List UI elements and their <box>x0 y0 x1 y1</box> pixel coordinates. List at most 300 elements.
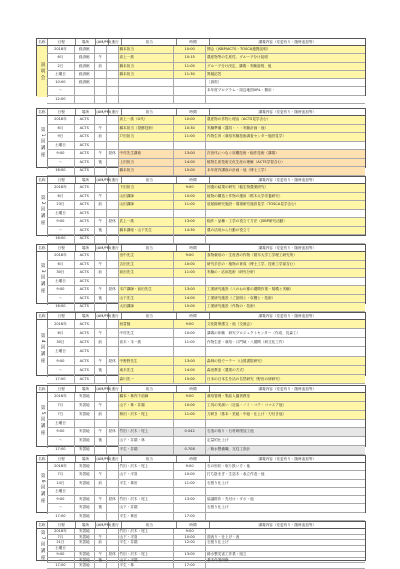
cell-c: 鋳水整災害工作業・組立 <box>207 551 247 556</box>
cell-d: 16:00 <box>47 235 75 243</box>
header-cell: 場所 <box>76 177 96 183</box>
cell-t: 前田先生 <box>119 269 175 277</box>
cell-p: ACTS <box>75 201 95 209</box>
cell-a <box>95 184 107 192</box>
cell-c: 植物の構造と作物の運用（栃木大学栄養研究） <box>206 193 365 201</box>
header-cell: 場所 <box>76 522 96 528</box>
cell-s <box>107 54 119 61</box>
cell-a <box>95 420 107 428</box>
cell-t: 中村先生講座 <box>119 150 175 158</box>
cell-d: 6月 <box>47 329 75 337</box>
cell-p <box>75 96 95 103</box>
cell-s <box>107 63 119 70</box>
cell-p <box>75 87 95 94</box>
cell-a: 前 <box>95 480 107 487</box>
cell-c <box>206 529 365 534</box>
cell-a: 午 <box>95 125 107 133</box>
cell-c <box>206 546 365 551</box>
cell-s <box>107 546 119 551</box>
table-row <box>47 184 365 193</box>
cell-p: 実習地 <box>75 540 95 545</box>
cell-t <box>119 142 175 150</box>
cell-p <box>75 546 95 551</box>
cell-p: ACTS <box>75 320 95 328</box>
cell-tm: 10:30 <box>174 125 206 133</box>
table-row <box>47 496 365 504</box>
cell-tm: 13:00 <box>174 286 206 294</box>
cell-p: 実習地 <box>75 393 95 401</box>
cell-s <box>107 201 119 209</box>
cell-c <box>206 142 365 150</box>
cell-p: ACTS <box>75 210 95 218</box>
cell-a: 午 <box>95 218 107 226</box>
cell-c: 面表り・仕上げ・表 <box>207 534 240 539</box>
cell-p: ACTS <box>75 125 95 133</box>
cell-d: 〜 <box>47 87 75 94</box>
cell-d: 17:00 <box>47 563 75 568</box>
header-cell: 場所 <box>76 313 96 319</box>
cell-d: 〜 <box>47 227 75 235</box>
cell-s <box>107 96 119 103</box>
cell-tm: 10:00 <box>174 535 206 540</box>
cell-a <box>95 463 107 470</box>
cell-p: ACTS <box>75 167 95 175</box>
table-row <box>47 513 365 521</box>
cell-p: ACTS <box>75 303 95 311</box>
cell-t: 武上一族 <box>119 218 175 226</box>
cell-a: 後 <box>95 366 107 374</box>
cell-tm: 9:00 <box>174 252 206 260</box>
cell-a <box>95 320 107 328</box>
table-row <box>47 167 365 176</box>
cell-a: 後 <box>95 437 107 445</box>
cell-p: 実習地 <box>75 529 95 534</box>
cell-c: 石造の取り・石材研削加工他 <box>206 428 365 436</box>
cell-a: 後 <box>95 504 107 511</box>
cell-c: 回復の結果の研究（稲生物農業研究） <box>206 184 365 192</box>
cell-d: 2018年 <box>47 529 75 534</box>
cell-s <box>107 116 119 124</box>
schedule-block <box>36 455 366 518</box>
cell-t <box>119 278 175 286</box>
cell-tm: 17:00 <box>174 563 206 568</box>
cell-tm <box>174 235 206 243</box>
block-name: 説明会 <box>37 46 48 97</box>
table-row <box>47 420 365 429</box>
cell-tm <box>174 420 206 428</box>
table-row <box>47 159 365 168</box>
table-row <box>47 96 365 104</box>
header-cell: (AM/PM) <box>96 523 112 527</box>
cell-p: 実習地 <box>75 535 95 540</box>
cell-a: 午 <box>95 402 107 410</box>
cell-a <box>95 393 107 401</box>
cell-d: 土曜日 <box>47 210 75 218</box>
cell-d: 土曜日 <box>47 488 75 495</box>
table-row <box>47 295 365 304</box>
cell-p: 経済館 <box>75 46 95 53</box>
header-cell: 名称 <box>37 245 48 251</box>
cell-t: 平生・井端 <box>119 446 175 454</box>
cell-tm: 11:00 <box>174 411 206 419</box>
cell-p: 実習地 <box>75 552 95 557</box>
cell-s <box>107 535 119 540</box>
cell-c: 本年度プログラム・周辺地図URL・費用・ <box>207 88 276 93</box>
cell-a: 前 <box>95 133 107 141</box>
block-header <box>37 177 365 184</box>
cell-a <box>95 303 107 311</box>
cell-t <box>119 488 175 495</box>
header-cell: 場所 <box>76 456 96 462</box>
cell-a <box>95 563 107 568</box>
header-cell: 講義内容（変更有り・随時追加等） <box>258 246 317 250</box>
cell-t: 木戸講師・前田先生 <box>119 286 175 294</box>
header-cell: 日程 <box>48 522 76 528</box>
header-cell: 担当 <box>122 313 177 319</box>
cell-a: 前 <box>95 411 107 419</box>
header-cell: 時間 <box>177 245 209 251</box>
cell-d: 2018年 <box>47 252 75 260</box>
cell-t: 平生・林田 <box>119 513 175 520</box>
cell-t: 山下・林・井端 <box>119 402 175 410</box>
block-header <box>37 245 365 252</box>
cell-c: 工具の実演い（社協・ノミ・コテ・コマスア他） <box>206 402 365 410</box>
cell-c: 文化財保護文・他（交流会） <box>206 320 365 328</box>
header-cell: 担当 <box>122 177 177 183</box>
cell-tm: 10:00 <box>174 116 206 124</box>
cell-p: 実習地 <box>75 563 95 568</box>
cell-a: 午 <box>95 471 107 478</box>
schedule-block <box>36 176 366 241</box>
cell-s <box>107 167 119 175</box>
cell-c: 質疑応答 <box>206 71 365 78</box>
cell-tm: 11:30 <box>174 71 206 78</box>
cell-c: 森田教室（農業の方式） <box>206 366 365 374</box>
cell-a <box>95 513 107 520</box>
cell-tm <box>174 96 206 103</box>
cell-d: 2018年 <box>47 184 75 192</box>
cell-t: 森川先一 <box>119 375 175 383</box>
cell-a: 前 <box>95 338 107 346</box>
cell-d: 9:00 <box>47 496 75 503</box>
cell-p: ACTS <box>75 261 95 269</box>
cell-t: 竹田・沢木・尾上 <box>119 496 175 503</box>
cell-d: 17:00 <box>47 513 75 520</box>
cell-t: 戸田担当 <box>119 133 175 141</box>
cell-d: 17:00 <box>47 446 75 454</box>
header-cell: 時間 <box>177 386 209 392</box>
cell-s <box>107 235 119 243</box>
cell-tm <box>174 504 206 511</box>
cell-d: 〜 <box>47 295 75 303</box>
cell-p: 実習地 <box>75 471 95 478</box>
block-name: 第3回講座 <box>37 252 48 305</box>
cell-s <box>107 366 119 374</box>
header-cell: 場所 <box>76 245 96 251</box>
cell-t: 平生・林 <box>119 563 175 568</box>
table-row <box>47 46 365 54</box>
table-row <box>47 79 365 87</box>
cell-tm: 9:00 <box>174 463 206 470</box>
cell-s <box>107 320 119 328</box>
cell-t: 吉田先生 <box>119 261 175 269</box>
cell-s <box>107 402 119 410</box>
header-cell: 講義内容（変更有り・随時追加等） <box>258 523 317 527</box>
header-cell: 講義内容（変更有り・随時追加等） <box>258 110 317 114</box>
cell-s <box>107 142 119 150</box>
header-cell: 講義内容（変更有り・随時追加等） <box>258 178 317 182</box>
cell-tm: 10:00 <box>174 261 206 269</box>
cell-d: 23日 <box>47 201 75 209</box>
table-row <box>47 463 365 471</box>
header-cell: 名称 <box>37 386 48 392</box>
cell-a: 午 <box>95 552 107 557</box>
cell-t: 平生・林田 <box>119 480 175 487</box>
cell-t: 山下・井端・林 <box>119 437 175 445</box>
cell-d: 6月 <box>47 125 75 133</box>
cell-p: 実習地 <box>75 496 95 503</box>
cell-t: 東木先生 <box>119 366 175 374</box>
cell-tm: 10:00 <box>174 193 206 201</box>
cell-d: 土曜日 <box>47 142 75 150</box>
cell-a <box>95 529 107 534</box>
cell-p: ACTS <box>75 218 95 226</box>
table-row <box>47 563 365 569</box>
cell-tm <box>174 347 206 355</box>
block-name: 第2回講座 <box>37 184 48 237</box>
cell-tm: 11:00 <box>174 480 206 487</box>
cell-a: 後 <box>95 295 107 303</box>
header-cell: 場所 <box>76 39 96 45</box>
cell-d: 〜 <box>47 504 75 511</box>
header-cell: (AM/PM) <box>96 110 112 114</box>
cell-c <box>206 278 365 286</box>
header-cell: 進行 <box>109 313 122 319</box>
cell-tm <box>174 437 206 445</box>
cell-d: 9:00 <box>47 286 75 294</box>
cell-t: 橋本担当 <box>119 167 175 175</box>
table-row <box>47 303 365 312</box>
cell-tm: 0.708 <box>174 446 206 454</box>
header-cell: 場所 <box>76 386 96 392</box>
cell-p: ACTS <box>75 366 95 374</box>
header-cell: (AM/PM) <box>96 40 112 44</box>
cell-tm: 17:00 <box>174 513 206 520</box>
header-cell: 名称 <box>37 177 48 183</box>
cell-tm: 9:00 <box>174 184 206 192</box>
cell-t <box>119 87 175 94</box>
header-cell: 進行 <box>109 39 122 45</box>
table-row <box>47 201 365 210</box>
cell-p: ACTS <box>75 116 95 124</box>
cell-t: 橋本担当 <box>119 63 175 70</box>
table-row <box>47 357 365 366</box>
table-row <box>47 402 365 411</box>
cell-t: 橋本担当 <box>119 71 175 78</box>
cell-a <box>95 46 107 53</box>
table-row <box>47 480 365 488</box>
cell-a: 午 <box>95 150 107 158</box>
cell-t: 平生・井端 <box>119 540 175 545</box>
header-cell: 名称 <box>37 313 48 319</box>
cell-d: 2日 <box>47 63 75 70</box>
table-row <box>47 87 365 95</box>
cell-t <box>119 96 175 103</box>
table-row <box>47 142 365 151</box>
cell-p: 経済館 <box>75 79 95 86</box>
cell-c <box>206 96 365 103</box>
header-cell: 進行 <box>109 109 122 115</box>
table-row <box>47 193 365 202</box>
cell-c: 稲作・品種・工学の役立て方法（JSBP研究活動） <box>206 218 365 226</box>
cell-t: 上田担当 <box>119 159 175 167</box>
header-cell: (AM/PM) <box>96 457 112 461</box>
cell-s <box>107 504 119 511</box>
cell-p: ACTS <box>75 159 95 167</box>
cell-s <box>107 463 119 470</box>
cell-tm: 10:00 <box>174 329 206 337</box>
cell-c: 栽培管理・集結入園者教室 <box>206 393 365 401</box>
cell-tm: 11:00 <box>174 63 206 70</box>
cell-tm: 11:00 <box>174 269 206 277</box>
cell-c <box>206 563 365 568</box>
header-cell: 担当 <box>122 456 177 462</box>
schedule-block <box>36 385 366 452</box>
table-row <box>47 428 365 437</box>
cell-a <box>95 87 107 94</box>
cell-a: 後 <box>95 558 107 563</box>
cell-p: ACTS <box>75 269 95 277</box>
cell-s <box>107 446 119 454</box>
cell-c: 打ち掛まぎ・生造木・表立作造・他 <box>207 472 265 477</box>
cell-s <box>107 278 119 286</box>
table-row <box>47 218 365 227</box>
cell-s <box>107 269 119 277</box>
table-row <box>47 227 365 236</box>
table-row <box>47 329 365 338</box>
header-cell: 名称 <box>37 39 48 45</box>
cell-t <box>119 79 175 86</box>
cell-p: 実習地 <box>75 480 95 487</box>
cell-a: 午 <box>95 428 107 436</box>
cell-t: 下田担当 <box>119 184 175 192</box>
cell-p: ACTS <box>75 278 95 286</box>
cell-a: 午 <box>95 535 107 540</box>
cell-tm: 15:00 <box>174 303 206 311</box>
cell-s <box>107 338 119 346</box>
block-header <box>37 313 365 320</box>
cell-tm <box>174 546 206 551</box>
header-cell: 講義内容（変更有り・随時追加等） <box>258 387 317 391</box>
header-cell: 担当 <box>122 522 177 528</box>
table-row <box>47 286 365 295</box>
cell-d: 6月 <box>47 261 75 269</box>
block-header <box>37 39 365 46</box>
cell-tm: 9:00 <box>174 529 206 534</box>
header-cell: 日程 <box>48 245 76 251</box>
cell-c: 作物生育（栽培実験技術調査センター施設見学） <box>206 133 365 141</box>
cell-tm: 13:00 <box>174 496 206 503</box>
block-name: 第5回講座 <box>37 393 48 448</box>
cell-tm: 15:00 <box>174 167 206 175</box>
cell-d: 9:00 <box>47 552 75 557</box>
header-cell: 時間 <box>177 177 209 183</box>
cell-d: 〜 <box>47 159 75 167</box>
cell-c <box>206 420 365 428</box>
cell-c <box>206 488 365 495</box>
table-row <box>47 366 365 375</box>
header-cell: 講義内容（変更有り・随時追加等） <box>258 457 317 461</box>
cell-d: 6月 <box>47 193 75 201</box>
cell-tm: 10:00 <box>174 46 206 53</box>
cell-p: ACTS <box>75 193 95 201</box>
cell-d: 土曜日 <box>47 71 75 78</box>
table-row <box>47 320 365 329</box>
schedule-block <box>36 521 366 568</box>
block-header <box>37 386 365 393</box>
cell-s <box>107 261 119 269</box>
cell-t <box>119 235 175 243</box>
cell-d: 土曜日 <box>47 546 75 551</box>
header-cell: 日程 <box>48 456 76 462</box>
cell-p: 経済館 <box>75 63 95 70</box>
header-cell: 日程 <box>48 39 76 45</box>
block-name: 第7回講座 <box>37 529 48 562</box>
cell-t: 西豊様 <box>119 320 175 328</box>
cell-a: 前 <box>95 201 107 209</box>
cell-s <box>107 46 119 53</box>
block-header <box>37 456 365 463</box>
cell-s <box>107 125 119 133</box>
cell-c: 研究手法の・植物の育成（博士工学、技術工学部含む） <box>206 261 365 269</box>
cell-a: 午 <box>95 357 107 365</box>
cell-s <box>107 375 119 383</box>
cell-p: 実習地 <box>75 558 95 563</box>
cell-d: 12:00 <box>47 96 75 103</box>
cell-d: 土曜日 <box>47 278 75 286</box>
cell-s <box>107 347 119 355</box>
cell-s <box>107 184 119 192</box>
cell-d: 〜 <box>47 558 75 563</box>
cell-p: ACTS <box>75 347 95 355</box>
cell-c: 農の活用から行動の役立て <box>206 227 365 235</box>
cell-p: 実習地 <box>75 463 95 470</box>
cell-t <box>119 420 175 428</box>
cell-c: ［資料］ <box>207 80 222 85</box>
cell-t: 中村先生 <box>119 329 175 337</box>
cell-d: 16:00 <box>47 303 75 311</box>
cell-c: 石張り仕上げ <box>207 505 229 510</box>
cell-s: 昼休 <box>107 357 119 365</box>
cell-c: グループ分け決定、講義・実験説明、他 <box>206 63 365 70</box>
cell-p <box>75 488 95 495</box>
cell-s <box>107 87 119 94</box>
cell-c: 協議推作・先付け・ダボ・他 <box>207 497 254 502</box>
header-cell: 日程 <box>48 177 76 183</box>
cell-t: 橋本・林内下前線 <box>119 393 175 401</box>
cell-s <box>107 303 119 311</box>
cell-c <box>206 513 365 520</box>
cell-tm: 14:00 <box>174 366 206 374</box>
cell-t: 竹田・沢木・尾上 <box>119 529 175 534</box>
cell-tm <box>174 142 206 150</box>
table-row <box>47 504 365 512</box>
cell-c: 刀研き（基本・荒砥・中砥・仕上げ・刃付き他） <box>206 411 365 419</box>
cell-s <box>107 420 119 428</box>
cell-p <box>75 420 95 428</box>
table-row <box>47 210 365 219</box>
cell-tm <box>174 558 206 563</box>
